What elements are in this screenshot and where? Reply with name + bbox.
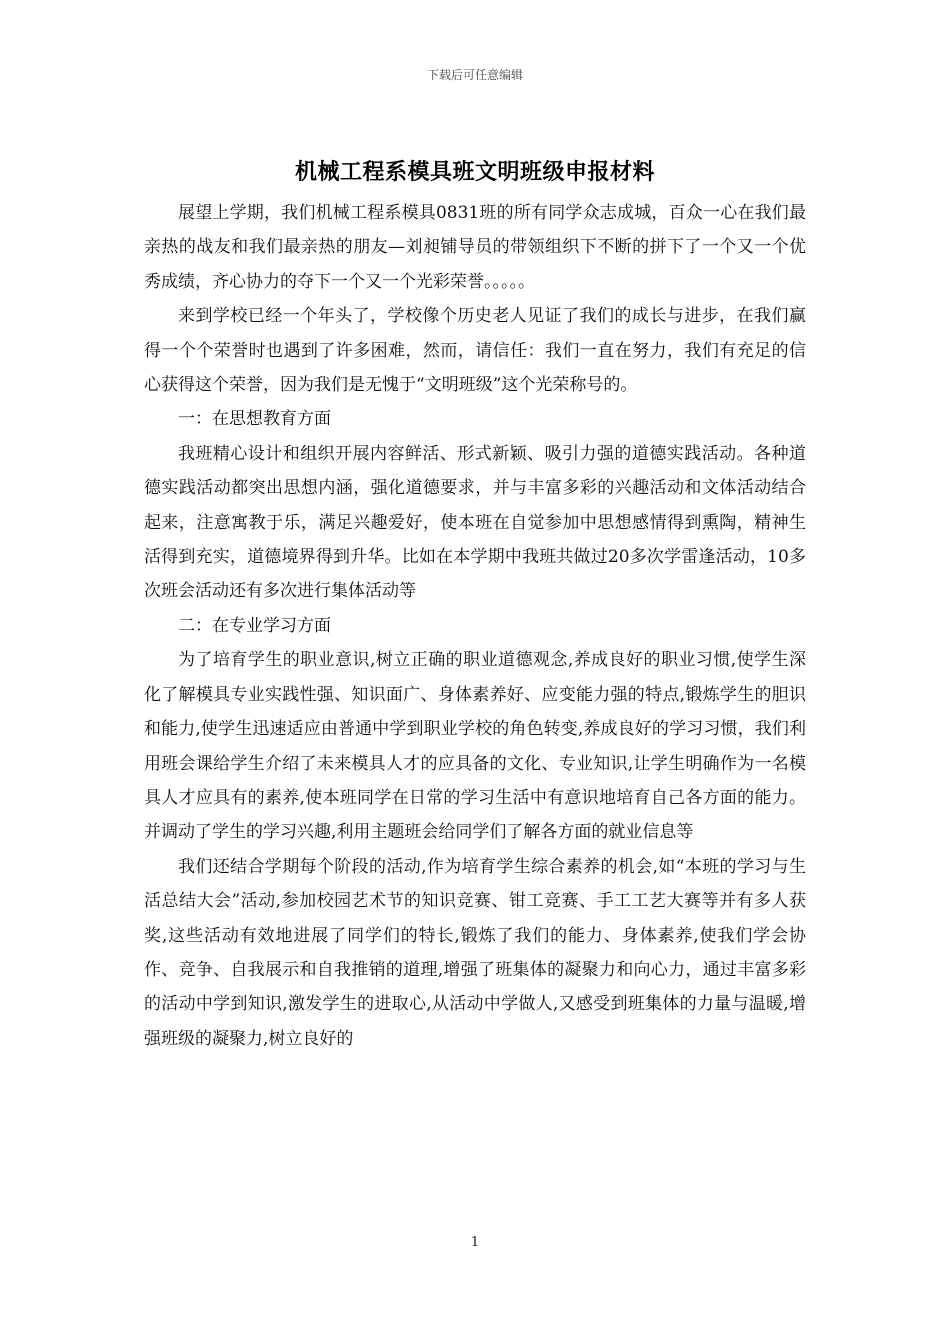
section-heading-study: 二：在专业学习方面 (178, 615, 331, 636)
paragraph-activities: 我们还结合学期每个阶段的活动,作为培育学生综合素养的机会,如“本班的学习与生活总结大会”活动,参加校园艺术节的知识竞赛、钳工竞赛、手工工艺大赛等并有多人获奖,这些活动有效地进展了同学们的特长,锻炼了我们的能力、身体素养,使我们学会协作、竞争、自我展示和自我推销的道理,增强了班集体的凝聚力和向心力，通过丰富多彩的活动中学到知识,激发学生的进取心,从活动中学做人,又感受到班集体的力量与温暖,增强班级的凝聚力,树立良好的 (144, 856, 806, 1049)
paragraph-intro: 展望上学期，我们机械工程系模具0831班的所有同学众志成城，百众一心在我们最亲热的战友和我们最亲热的朋友—刘昶铺导员的带领组织下不断的拼下了一个又一个优秀成绩，齐心协力的夺下一个又一个光彩荣誉。。。。。 (144, 203, 806, 292)
document-title: 机械工程系模具班文明班级申报材料 (294, 159, 655, 185)
document-body (144, 196, 806, 1056)
paragraph-ideology: 我班精心设计和组织开展内容鲜活、形式新颖、吸引力强的道德实践活动。各种道德实践活动都突出思想内涵，强化道德要求，并与丰富多彩的兴趣活动和文体活动结合起来，注意寓教于乐，满足兴趣爱好，使本班在自觉参加中思想感情得到熏陶，精神生活得到充实，道德境界得到升华。比如在本学期中我班共做过20多次学雷逢活动，10多次班会活动还有多次进行集体活动等 (144, 443, 806, 602)
paragraph-school-year: 来到学校已经一个年头了，学校像个历史老人见证了我们的成长与进步，在我们赢得一个个荣誉时也遇到了许多困难，然而，请信任：我们一直在努力，我们有充足的信心获得这个荣誉，因为我们是无愧于“文明班级”这个光荣称号的。 (144, 306, 806, 396)
section-heading-ideology: 一：在思想教育方面 (178, 409, 331, 430)
page-header: 下载后可任意编辑 (426, 68, 523, 82)
paragraph-study: 为了培育学生的职业意识,树立正确的职业道德观念,养成良好的职业习惯,使学生深化了解模具专业实践性强、知识面广、身体素养好、应变能力强的特点,锻炼学生的胆识和能力,使学生迅速适应由普通中学到职业学校的角色转变,养成良好的学习习惯，我们利用班会课给学生介绍了未来模具人才的应具备的文化、专业知识,让学生明确作为一名模具人才应具有的素养,使本班同学在日常的学习生活中有意识地培育自己各方面的能力。并调动了学生的学习兴趣,利用主题班会给同学们了解各方面的就业信息等 (144, 650, 806, 843)
page-number: 1 (470, 1235, 480, 1250)
